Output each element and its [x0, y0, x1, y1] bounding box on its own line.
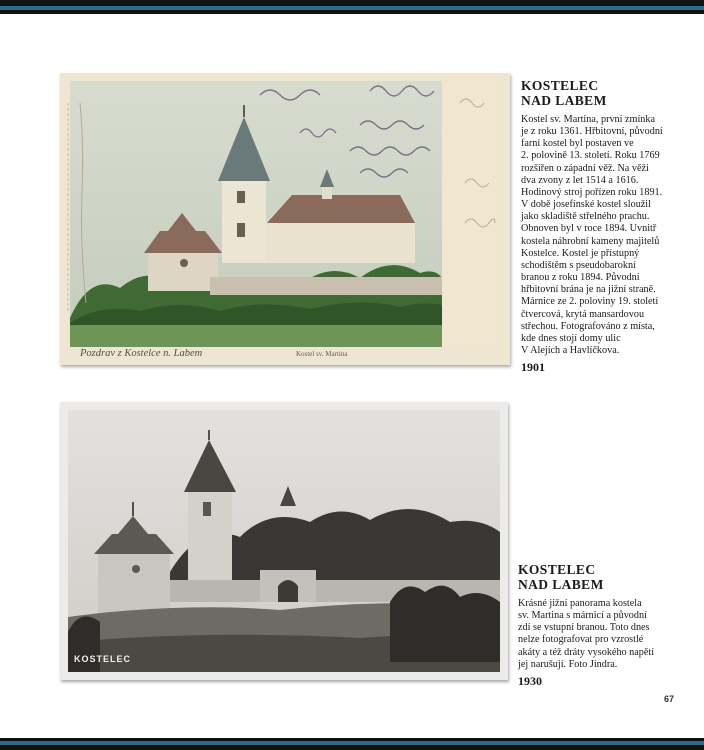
postcard-1930-title — [518, 562, 678, 592]
postcard-1930-body: Krásné jižní panorama kostela sv. Martina s márnicí a původní zdí se vstupní branou. Toto dnes nelze fotografovat pro vzrostlé akáty a též dráty vysokého napětí jej narušují. Foto Jindra. — [518, 598, 655, 670]
postcard-1901-subcaption: Kostel sv. Martina — [296, 350, 348, 358]
postcard-1901-title-line2: NAD LABEM — [521, 93, 607, 108]
bottom-border-band — [0, 738, 704, 750]
postcard-1901-title — [521, 78, 681, 108]
postcard-1901-caption: Pozdrav z Kostelce n. Labem — [80, 348, 203, 359]
page-number: 67 — [664, 694, 675, 704]
postcard-1930-description — [518, 562, 678, 689]
postcard-1901-description — [521, 78, 681, 375]
top-border-band — [0, 0, 704, 14]
postcard-1901 — [60, 73, 510, 365]
postcard-1901-title-line1: KOSTELEC — [521, 78, 599, 93]
postcard-1901-year: 1901 — [521, 360, 545, 375]
postcard-1930-title-line1: KOSTELEC — [518, 562, 596, 577]
postcard-1930-caption: KOSTELEC — [74, 654, 132, 664]
postcard-1930 — [60, 402, 508, 680]
postcard-1930-photo — [60, 402, 508, 680]
postcard-1901-body: Kostel sv. Martina, první zmínka je z roku 1361. Hřbitovní, původní farní kostel byl postaven ve 2. polovině 13. století. Roku 1769 rozšířen o západní věž. Na věži dva zvony z let 1514 a 1616. Hodinový stroj pořízen roku 1891. V době josefínské kostel sloužil jako skladiště střelného prachu. Obnoven byl v roce 1894. Uvnitř kostela náhrobní kameny majitelů Kostelce. Kostel je přístupný schodištěm s pseudobarokní branou z roku 1894. Původní hřbitovní brána je na jižní straně. Márnice ze 2. poloviny 19. století čtvercová, krytá mansardovou střechou. Fotografováno z místa, kde dnes stojí domy ulic V Alejích a Havlíčkova. — [521, 114, 663, 356]
postcard-1901-illustration — [60, 73, 510, 365]
postcard-1930-title-line2: NAD LABEM — [518, 577, 604, 592]
postcard-1930-year: 1930 — [518, 673, 542, 688]
